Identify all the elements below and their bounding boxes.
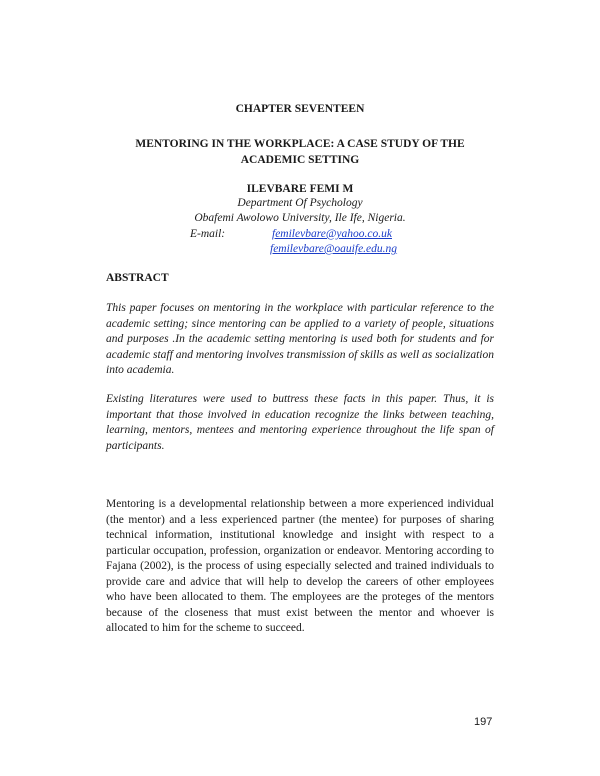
author-department: Department Of Psychology bbox=[237, 197, 363, 209]
body-paragraph-1: Mentoring is a developmental relationship between a more experienced individual (the mentor) and a less experienced partner (the mentee) for purposes of sharing technical information, institutional knowledge and insight with respect to a particular occupation, profession, organization or endeavor. Mentoring according to Fajana (2002), is the process of using especially selected and trained individuals to provide care and advice that will help to develop the careers of other employees who have been allocated to them. The employees are the proteges of the mentors because of the closeness that must exist between the mentor and whoever is allocated to him for the scheme to succeed. bbox=[106, 498, 494, 634]
paper-title-line-2: ACADEMIC SETTING bbox=[240, 154, 360, 166]
abstract-paragraph-2: Existing literatures were used to buttress these facts in this paper. Thus, it is important that those involved in education recognize the links between teaching, learning, mentors, mentees and mentoring experience throughout the life span of participants. bbox=[106, 393, 494, 452]
chapter-heading: CHAPTER SEVENTEEN bbox=[235, 103, 365, 115]
email-link-2-wrapper bbox=[270, 243, 397, 255]
paper-title bbox=[0, 136, 600, 168]
email-link-yahoo[interactable]: femilevbare@yahoo.co.uk bbox=[272, 228, 392, 240]
page-number: 197 bbox=[474, 716, 493, 728]
abstract-heading: ABSTRACT bbox=[106, 272, 169, 284]
author-name: ILEVBARE FEMI M bbox=[246, 183, 354, 195]
email-link-oauife[interactable]: femilevbare@oauife.edu.ng bbox=[270, 243, 398, 255]
author-university: Obafemi Awolowo University, Ile Ife, Nigeria. bbox=[194, 212, 406, 224]
abstract-paragraph-1: This paper focuses on mentoring in the workplace with particular reference to the academic setting; since mentoring can be applied to a variety of people, situations and purposes .In the academic setting mentoring is used both for students and for academic staff and mentoring involves transmission of skills as well as socialization into academia. bbox=[106, 302, 494, 376]
email-link-1-wrapper bbox=[272, 228, 392, 240]
email-label: E-mail: bbox=[190, 228, 226, 240]
paper-title-line-1: MENTORING IN THE WORKPLACE: A CASE STUDY OF THE bbox=[135, 138, 465, 150]
